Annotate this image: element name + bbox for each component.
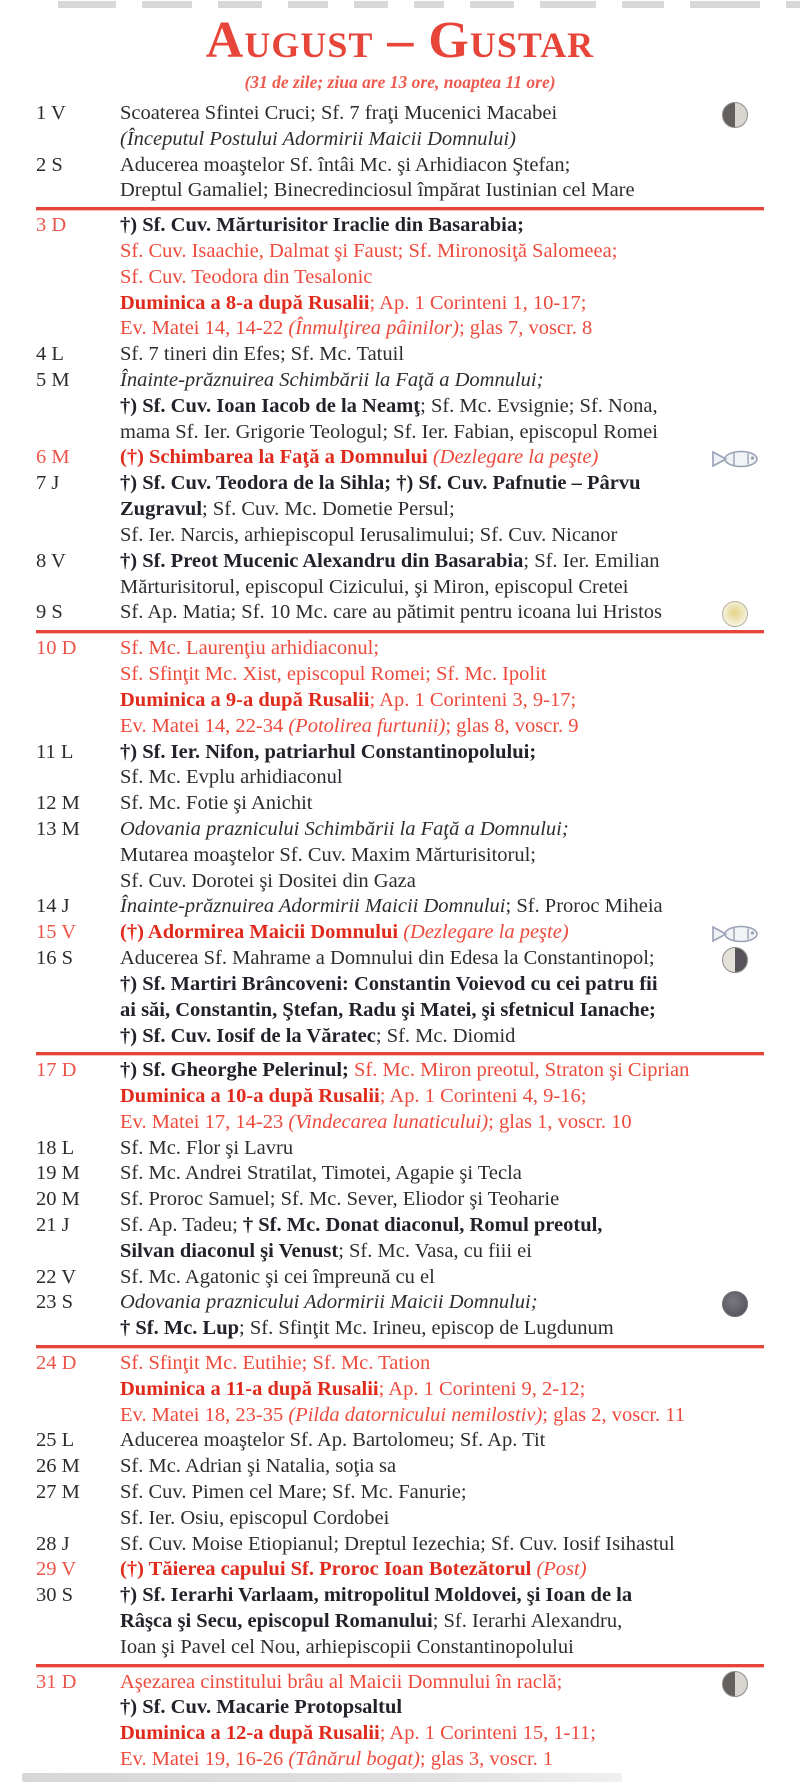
calendar-entry-8 [36,549,766,601]
entry-line [120,239,766,265]
entry-line [120,1583,766,1609]
entry-line [120,127,766,153]
day-label: 23 S [36,1291,74,1314]
entry-line [120,636,766,662]
entry-line [120,1454,766,1480]
entry-line [120,420,766,446]
day-label: 13 M [36,817,80,840]
calendar-entry-27 [36,1480,766,1532]
entry-line [120,1609,766,1635]
text-segment: Aşezarea cinstitului brâu al Maicii Domnului în raclă; [120,1670,563,1693]
calendar-entry-21 [36,1213,766,1265]
entry-content [120,213,766,342]
text-segment: ; Ap. 1 Corinteni 9, 2-12; [378,1377,586,1400]
entry-line [120,1480,766,1506]
text-segment: Duminica a 10-a după Rusalii [120,1085,380,1108]
day-label: 3 D [36,214,67,237]
entry-line [120,1290,766,1316]
entry-line [120,1428,766,1454]
day-label: 6 M [36,446,70,469]
entry-line [120,894,766,920]
sunday-separator-rule [36,207,764,210]
entry-content [120,1557,766,1583]
calendar-entry-13 [36,817,766,894]
entry-content [120,1351,766,1428]
entry-content [120,1136,766,1162]
text-segment: Sf. Mc. Evplu arhidiaconul [120,766,343,789]
entry-content [120,1583,766,1660]
scan-artifact [58,1,116,8]
entry-line [120,1557,766,1583]
text-segment: Sf. Ier. Narcis, arhiepiscopul Ierusalimului; Sf. Cuv. Nicanor [120,523,618,546]
entry-line [120,265,766,291]
calendar-entry-17 [36,1058,766,1135]
text-segment: ; Ap. 1 Corinteni 4, 9-16; [379,1085,587,1108]
entry-line [120,972,766,998]
text-segment: Silvan diaconul şi Venust [120,1239,339,1262]
day-label: 15 V [36,921,77,944]
text-segment: ; glas 2, voscr. 11 [542,1403,686,1426]
entry-line [120,316,766,342]
scan-artifact-bottom [22,1773,622,1782]
calendar-entry-12 [36,791,766,817]
day-label: 14 J [36,895,70,918]
text-segment: Ev. Matei 14, 22-34 [120,714,289,737]
sunday-separator-rule [36,1052,764,1055]
entry-line [120,765,766,791]
month-subtitle: (31 de zile; ziua are 13 ore, noaptea 11 ore) [244,72,556,92]
entry-line [120,1670,766,1696]
text-segment: (Înmulţirea pâinilor) [288,317,459,340]
text-segment: Odovania praznicului Schimbării la Faţă a Domnului; [120,817,569,840]
day-label: 7 J [36,472,60,495]
entry-content [120,1290,766,1342]
day-label: 19 M [36,1162,80,1185]
entry-line [120,946,766,972]
entry-line [120,688,766,714]
entry-line [120,1635,766,1661]
sunday-separator-rule [36,1345,764,1348]
text-segment: ai săi, Constantin, Ştefan, Radu şi Matei, şi sfetnicul Ianache; [120,998,656,1021]
entry-content [120,740,766,792]
day-label: 5 M [36,368,70,391]
entry-line [120,213,766,239]
entry-line [120,368,766,394]
sunday-separator-rule [36,630,764,633]
text-segment: †) Sf. Preot Mucenic Alexandru din Basarabia [120,549,524,572]
entry-line [120,662,766,688]
text-segment: ; glas 3, voscr. 1 [419,1748,554,1771]
calendar-entry-28 [36,1532,766,1558]
text-segment: ; Ap. 1 Corinteni 1, 10-17; [369,291,587,314]
text-segment: Sf. Mc. Flor şi Lavru [120,1136,294,1159]
text-segment: Sf. Mc. Miron preotul, Straton şi Ciprian [354,1059,690,1082]
text-segment: (Dezlegare la peşte) [403,921,569,944]
entry-line [120,342,766,368]
calendar-entry-5 [36,368,766,445]
text-segment: Ev. Matei 14, 14-22 [120,317,289,340]
entry-line [120,178,766,204]
text-segment: ; Sf. Mc. Vasa, cu fiii ei [338,1239,532,1262]
calendar-entry-23 [36,1290,766,1342]
text-segment: Sf. Cuv. Teodora din Tesalonic [120,265,373,288]
text-segment: Odovania praznicului Adormirii Maicii Domnului; [120,1291,538,1314]
text-segment: ; Sf. Mc. Evsignie; Sf. Nona, [420,394,658,417]
text-segment: Sf. Cuv. Pimen cel Mare; Sf. Mc. Fanurie; [120,1481,467,1504]
calendar-entry-2 [36,153,766,205]
entry-line [120,101,766,127]
entry-line [120,153,766,179]
fish-icon [710,922,762,946]
text-segment: ; Sf. Mc. Diomid [375,1024,516,1047]
scan-artifact [690,1,760,8]
text-segment: †) Sf. Cuv. Macarie Protopsaltul [120,1696,403,1719]
text-segment: (†) Tăierea capului Sf. Proroc Ioan Botezătorul [120,1558,537,1581]
text-segment: Sf. Sfinţit Mc. Eutihie; Sf. Mc. Tation [120,1352,431,1375]
day-label: 29 V [36,1558,77,1581]
text-segment: † Sf. Mc. Lup [120,1317,240,1340]
entry-line [120,1084,766,1110]
text-segment: Sf. Mc. Adrian şi Natalia, soţia sa [120,1455,397,1478]
entry-line [120,791,766,817]
entry-content [120,549,766,601]
text-segment: Sf. Ier. Osiu, episcopul Cordobei [120,1506,390,1529]
entry-line [120,1239,766,1265]
entry-content [120,894,766,920]
entry-content [120,1532,766,1558]
entry-content [120,368,766,445]
text-segment: ; Ap. 1 Corinteni 15, 1-11; [379,1722,596,1745]
entry-content [120,636,766,739]
text-segment: Duminica a 8-a după Rusalii [120,291,370,314]
text-segment: (Post) [536,1558,587,1581]
entry-line [120,575,766,601]
entry-line [120,920,766,946]
text-segment: Sf. Cuv. Isaachie, Dalmat şi Faust; Sf. Mironosiţă Salomeea; [120,239,618,262]
calendar-entry-31 [36,1670,766,1773]
text-segment: ; Sf. Cuv. Mc. Dometie Persul; [202,498,455,521]
text-segment: ; Sf. Ierarhi Alexandru, [432,1610,623,1633]
day-label: 18 L [36,1136,75,1159]
calendar-entry-3 [36,213,766,342]
text-segment: (Vindecarea lunaticului) [288,1110,489,1133]
entry-line [120,817,766,843]
text-segment: Ioan şi Pavel cel Nou, arhiepiscopii Constantinopolului [120,1635,574,1658]
entry-content [120,920,766,946]
text-segment: ; Sf. Sfinţit Mc. Irineu, episcop de Lugdunum [239,1317,614,1340]
entry-line [120,523,766,549]
moon-new-icon [722,1291,748,1317]
day-label: 1 V [36,102,66,124]
entry-content [120,1265,766,1291]
calendar-entry-30 [36,1583,766,1660]
entry-line [120,1721,766,1747]
entry-content [120,1161,766,1187]
entry-content [120,1058,766,1135]
entry-content [120,342,766,368]
scan-artifact [218,1,262,8]
text-segment: Mutarea moaştelor Sf. Cuv. Maxim Mărturisitorul; [120,843,537,866]
text-segment: (Tânărul bogat) [288,1748,420,1771]
entry-content [120,1480,766,1532]
entry-content [120,1454,766,1480]
calendar-entry-25 [36,1428,766,1454]
calendar-entry-24 [36,1351,766,1428]
day-label: 16 S [36,947,74,970]
calendar-entries [0,101,800,1773]
entry-line [120,1024,766,1050]
text-segment: †) Sf. Ier. Nifon, patriarhul Constantinopolului; [120,740,537,763]
entry-content [120,600,766,627]
entry-line [120,998,766,1024]
page-header [0,0,800,92]
text-segment: mama Sf. Ier. Grigorie Teologul; Sf. Ier. Fabian, episcopul Romei [120,420,658,443]
entry-content [120,791,766,817]
entry-line [120,1213,766,1239]
text-segment: Sf. Ap. Tadeu; [120,1214,243,1237]
text-segment: †) Sf. Gheorghe Pelerinul; [120,1059,355,1082]
entry-line [120,1058,766,1084]
text-segment: Sf. Proroc Samuel; Sf. Mc. Sever, Eliodor şi Teoharie [120,1188,560,1211]
text-segment: Înainte-prăznuirea Schimbării la Faţă a Domnului; [120,368,544,391]
entry-content [120,471,766,548]
text-segment: †) Sf. Ierarhi Varlaam, mitropolitul Moldovei, şi Ioan de la [120,1584,633,1607]
scan-artifact [540,1,596,8]
day-label: 31 D [36,1670,77,1693]
day-label: 10 D [36,637,77,660]
scan-artifact [288,1,328,8]
scan-artifact [622,1,664,8]
text-segment: Zugravul [120,498,203,521]
text-segment: Sf. Sfinţit Mc. Xist, episcopul Romei; Sf. Mc. Ipolit [120,663,547,686]
text-segment: †) Sf. Cuv. Iosif de la Văratec [120,1024,376,1047]
entry-line [120,740,766,766]
day-label: 9 S [36,601,63,624]
text-segment: ; Sf. Proroc Miheia [505,895,663,918]
sunday-separator-rule [36,1664,764,1667]
day-label: 30 S [36,1584,74,1607]
calendar-entry-20 [36,1187,766,1213]
entry-line [120,869,766,895]
day-label: 22 V [36,1265,77,1288]
page-edge-artifacts [58,1,794,8]
scan-artifact [354,1,388,8]
entry-line [120,600,766,626]
text-segment: ; glas 1, voscr. 10 [488,1110,632,1133]
calendar-entry-19 [36,1161,766,1187]
entry-line [120,1532,766,1558]
text-segment: (Începutul Postului Adormirii Maicii Domnului) [120,127,516,150]
entry-line [120,1110,766,1136]
day-label: 11 L [36,740,74,763]
text-segment: Sf. Mc. Andrei Stratilat, Timotei, Agapie şi Tecla [120,1162,522,1185]
entry-line [120,1161,766,1187]
calendar-entry-1 [36,101,766,153]
day-label: 21 J [36,1214,70,1237]
text-segment: Sf. Cuv. Moise Etiopianul; Dreptul Iezechia; Sf. Cuv. Iosif Isihastul [120,1532,675,1555]
text-segment: ; glas 8, voscr. 9 [445,714,579,737]
day-label: 20 M [36,1188,80,1211]
day-label: 26 M [36,1455,80,1478]
text-segment: Aducerea moaştelor Sf. Ap. Bartolomeu; Sf. Ap. Tit [120,1429,546,1452]
entry-line [120,1695,766,1721]
entry-content [120,445,766,471]
text-segment: † Sf. Mc. Donat diaconul, Romul preotul, [242,1214,603,1237]
entry-line [120,549,766,575]
text-segment: Sf. Ap. Matia; Sf. 10 Mc. care au pătimit pentru icoana lui Hristos [120,601,662,624]
calendar-entry-15 [36,920,766,946]
text-segment: Mărturisitorul, episcopul Cizicului, şi Miron, episcopul Cretei [120,575,629,598]
scan-artifact [786,1,800,8]
text-segment: †) Sf. Cuv. Teodora de la Sihla; †) Sf. Cuv. Pafnutie – Pârvu [120,472,641,495]
month-title: August – Gustar [205,12,595,69]
text-segment: ; glas 7, voscr. 8 [458,317,593,340]
text-segment: †) Sf. Martiri Brâncoveni: Constantin Voievod cu cei patru fii [120,972,658,995]
moon-left-dark-icon [722,102,748,128]
moon-full-icon [722,601,748,627]
text-segment: †) Sf. Cuv. Mărturisitor Iraclie din Basarabia; [120,214,524,237]
entry-line [120,497,766,523]
calendar-entry-18 [36,1136,766,1162]
text-segment: Duminica a 9-a după Rusalii [120,688,370,711]
entry-line [120,1351,766,1377]
day-label: 27 M [36,1481,80,1504]
entry-line [120,291,766,317]
text-segment: Sf. Mc. Agatonic şi cei împreună cu el [120,1265,435,1288]
calendar-entry-10 [36,636,766,739]
entry-content [120,817,766,894]
fish-icon [710,447,762,471]
entry-content [120,153,766,205]
text-segment: (Potolirea furtunii) [288,714,446,737]
calendar-entry-22 [36,1265,766,1291]
day-label: 8 V [36,549,66,572]
calendar-entry-29 [36,1557,766,1583]
day-label: 4 L [36,343,64,366]
entry-line [120,1187,766,1213]
text-segment: Duminica a 12-a după Rusalii [120,1722,380,1745]
moon-left-dark-icon [722,1671,748,1697]
text-segment: Ev. Matei 18, 23-35 [120,1403,289,1426]
entry-line [120,445,766,471]
text-segment: (†) Schimbarea la Faţă a Domnului [120,446,433,469]
calendar-entry-16 [36,946,766,1049]
entry-content [120,1187,766,1213]
text-segment: Dreptul Gamaliel; Binecredinciosul împărat Iustinian cel Mare [120,179,635,202]
text-segment: Sf. Mc. Laurenţiu arhidiaconul; [120,637,380,660]
text-segment: Sf. Cuv. Dorotei şi Dositei din Gaza [120,869,416,892]
text-segment: Râşca şi Secu, episcopul Romanului [120,1610,433,1633]
day-label: 24 D [36,1352,77,1375]
calendar-entry-7 [36,471,766,548]
text-segment: Ev. Matei 17, 14-23 [120,1110,289,1133]
scan-artifact [414,1,444,8]
entry-line [120,1316,766,1342]
day-label: 25 L [36,1429,75,1452]
calendar-entry-4 [36,342,766,368]
calendar-entry-26 [36,1454,766,1480]
calendar-entry-9 [36,600,766,627]
scan-artifact [470,1,514,8]
entry-content [120,946,766,1049]
day-label: 28 J [36,1532,70,1555]
text-segment: ; Sf. Ier. Emilian [523,549,660,572]
entry-line [120,1506,766,1532]
day-label: 12 M [36,792,80,815]
entry-content [120,1670,766,1773]
text-segment: Ev. Matei 19, 16-26 [120,1748,289,1771]
text-segment: Duminica a 11-a după Rusalii [120,1377,379,1400]
entry-content [120,101,766,153]
text-segment: †) Sf. Cuv. Ioan Iacob de la Neamţ [120,394,421,417]
day-label: 17 D [36,1059,77,1082]
entry-line [120,394,766,420]
entry-line [120,1377,766,1403]
text-segment: ; Ap. 1 Corinteni 3, 9-17; [369,688,577,711]
entry-content [120,1428,766,1454]
text-segment: (Dezlegare la peşte) [432,446,599,469]
entry-line [120,1136,766,1162]
calendar-entry-6 [36,445,766,471]
text-segment: (†) Adormirea Maicii Domnului [120,921,404,944]
text-segment: Aducerea Sf. Mahrame a Domnului din Edesa la Constantinopol; [120,947,655,970]
calendar-entry-14 [36,894,766,920]
entry-content [120,1213,766,1265]
entry-line [120,714,766,740]
calendar-entry-11 [36,740,766,792]
entry-line [120,1265,766,1291]
moon-right-dark-icon [722,947,748,973]
text-segment: Înainte-prăznuirea Adormirii Maicii Domnului [120,895,506,918]
scan-artifact [142,1,192,8]
entry-line [120,1747,766,1773]
entry-line [120,1403,766,1429]
entry-line [120,843,766,869]
day-label: 2 S [36,153,63,176]
text-segment: (Pilda datornicului nemilostiv) [288,1403,543,1426]
text-segment: Aducerea moaştelor Sf. întâi Mc. şi Arhidiacon Ştefan; [120,153,571,176]
text-segment: Scoaterea Sfintei Cruci; Sf. 7 fraţi Mucenici Macabei [120,102,558,124]
text-segment: Sf. Mc. Fotie şi Anichit [120,792,313,815]
entry-line [120,471,766,497]
text-segment: Sf. 7 tineri din Efes; Sf. Mc. Tatuil [120,343,405,366]
